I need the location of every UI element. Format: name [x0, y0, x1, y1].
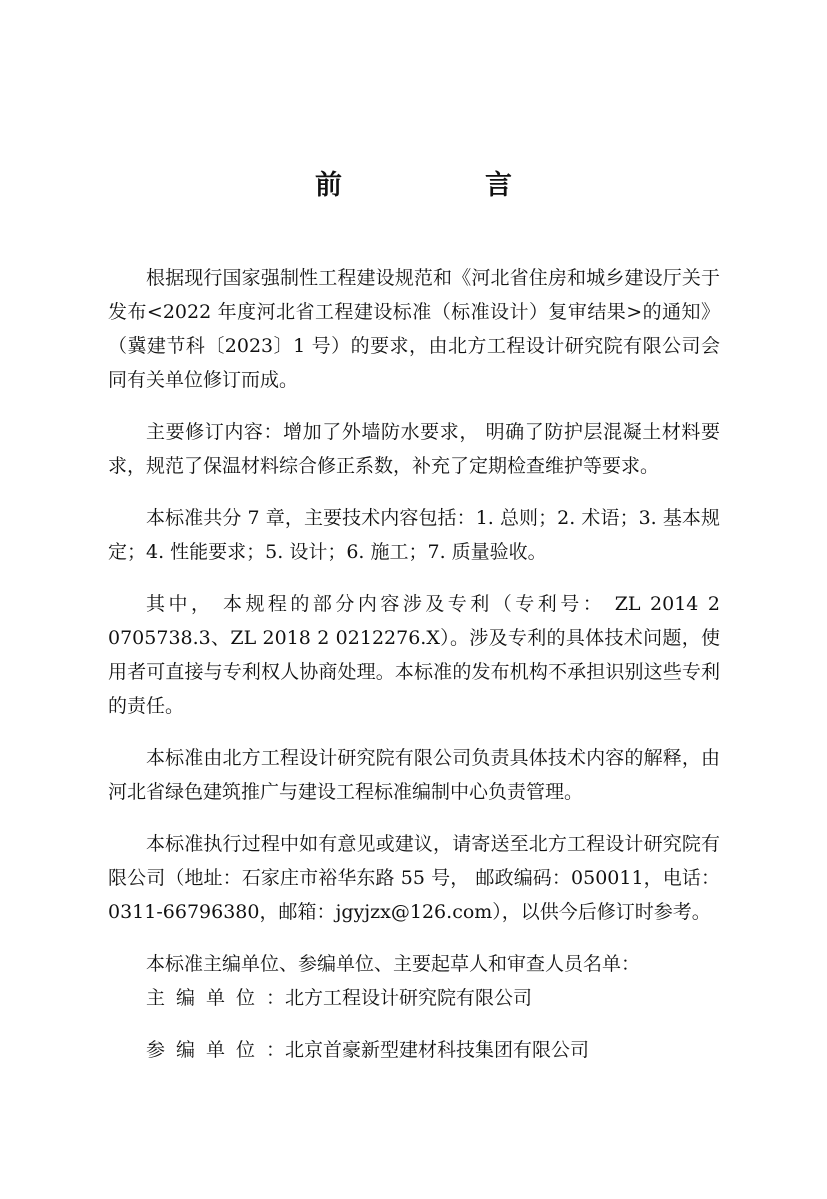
chief-unit-label: 主编单位	[146, 987, 267, 1009]
paragraph-basis: 根据现行国家强制性工程建设规范和《河北省住房和城乡建设厅关于发布<2022 年度河北省工程建设标准（标准设计）复审结果>的通知》（冀建节科〔2023〕1 号）的要求，由北方工程设计研究院有限公司会同有关单位修订而成。	[108, 267, 720, 391]
paragraph-chapters: 本标准共分 7 章，主要技术内容包括：1. 总则；2. 术语；3. 基本规定；4. 性能要求；5. 设计；6. 施工；7. 质量验收。	[108, 507, 720, 563]
participant-unit-value: ：北京首豪新型建材科技集团有限公司	[266, 1039, 590, 1061]
page-title: 前 言	[315, 170, 570, 201]
paragraph-revisions: 主要修订内容：增加了外墙防水要求， 明确了防护层混凝土材料要求，规范了保温材料综合修正系数，补充了定期检查维护等要求。	[108, 421, 720, 477]
chief-unit-value: ：北方工程设计研究院有限公司	[266, 987, 533, 1009]
paragraph-feedback: 本标准执行过程中如有意见或建议，请寄送至北方工程设计研究院有限公司（地址：石家庄市裕华东路 55 号， 邮政编码：050011，电话：0311-66796380，邮箱：jgyjzx@126.com），以供今后修订时参考。	[108, 833, 720, 923]
participant-unit-label: 参编单位	[146, 1039, 267, 1061]
chief-unit-line	[108, 981, 720, 1015]
participant-unit-line	[108, 1033, 720, 1067]
paragraph-units-intro: 本标准主编单位、参编单位、主要起草人和审查人员名单：	[146, 953, 641, 975]
document-body	[108, 261, 720, 1067]
paragraph-interpretation: 本标准由北方工程设计研究院有限公司负责具体技术内容的解释，由河北省绿色建筑推广与建设工程标准编制中心负责管理。	[108, 747, 720, 803]
paragraph-patents: 其中， 本规程的部分内容涉及专利（专利号： ZL 2014 2 0705738.3、ZL 2018 2 0212276.X）。涉及专利的具体技术问题，使用者可直接与专利权人协商处理。本标准的发布机构不承担识别这些专利的责任。	[108, 593, 720, 717]
